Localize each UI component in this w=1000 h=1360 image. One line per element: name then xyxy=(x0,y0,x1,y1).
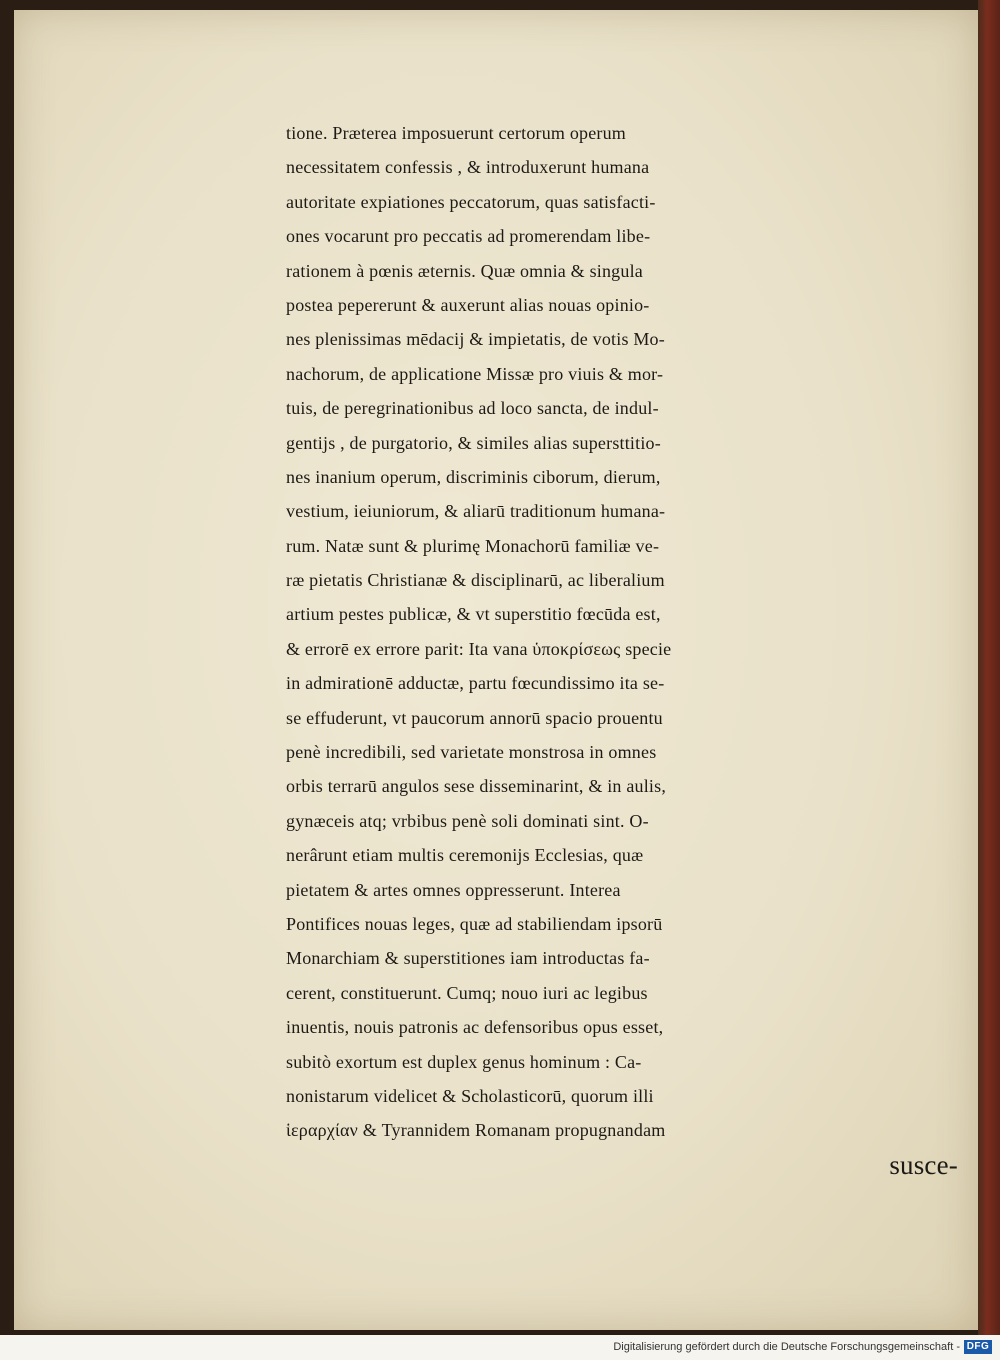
text-line: & errorē ex errore parit: Ita vana ὑποκρίσεως specie xyxy=(286,638,672,659)
text-line: artium pestes publicæ, & vt superstitio fœcūda est, xyxy=(286,604,661,625)
text-line: susce- xyxy=(889,1149,958,1180)
dfg-logo: DFG xyxy=(964,1340,992,1354)
text-line: rationem à pœnis æternis. Quæ omnia & singula xyxy=(286,260,643,281)
text-line: nerârunt etiam multis ceremonijs Ecclesias, quæ xyxy=(286,845,644,866)
text-line: inuentis, nouis patronis ac defensoribus opus esset, xyxy=(286,1017,664,1038)
text-line: nes inanium operum, discriminis ciborum, dierum, xyxy=(286,466,661,487)
text-line: necessitatem confessis , & introduxerunt humana xyxy=(286,157,650,178)
text-line: in admirationē adductæ, partu fœcundissimo ita se- xyxy=(286,673,665,694)
text-line: Pontifices nouas leges, quæ ad stabiliendam ipsorū xyxy=(286,913,663,934)
text-line: gynæceis atq; vrbibus penè soli dominati sint. O- xyxy=(286,810,649,831)
text-line: gentijs , de purgatorio, & similes alias supersttitio- xyxy=(286,432,661,453)
book-cover-edge xyxy=(978,0,1000,1335)
text-line: autoritate expiationes peccatorum, quas satisfacti- xyxy=(286,191,656,212)
text-line: pietatem & artes omnes oppresserunt. Interea xyxy=(286,879,621,900)
text-line: penè incredibili, sed varietate monstrosa in omnes xyxy=(286,742,657,763)
footer-bar xyxy=(0,1335,1000,1360)
text-line: vestium, ieiuniorum, & aliarū traditionum humana- xyxy=(286,501,666,522)
text-line: ræ pietatis Christianæ & disciplinarū, ac liberalium xyxy=(286,570,665,591)
text-line: nonistarum videlicet & Scholasticorū, quorum illi xyxy=(286,1085,654,1106)
text-line: orbis terrarū angulos sese disseminarint, & in aulis, xyxy=(286,776,667,797)
text-line: ones vocarunt pro peccatis ad promerendam libe- xyxy=(286,226,651,247)
text-line: nes plenissimas mēdacij & impietatis, de votis Mo- xyxy=(286,329,665,350)
text-line: subitò exortum est duplex genus hominum : Ca- xyxy=(286,1051,642,1072)
digitization-credit: Digitalisierung gefördert durch die Deutsche Forschungsgemeinschaft - xyxy=(613,1341,960,1353)
text-line: se effuderunt, vt paucorum annorū spacio prouentu xyxy=(286,707,663,728)
text-line: rum. Natæ sunt & plurimę Monachorū familiæ ve- xyxy=(286,535,660,556)
text-line: nachorum, de applicatione Missæ pro viuis & mor- xyxy=(286,363,664,384)
text-line: Monarchiam & superstitiones iam introductas fa- xyxy=(286,948,650,969)
text-line: tuis, de peregrinationibus ad loco sancta, de indul- xyxy=(286,398,659,419)
text-line: ἱεραρχίαν & Tyrannidem Romanam propugnandam xyxy=(286,1120,666,1141)
page-text xyxy=(286,116,966,1182)
text-line: cerent, constituerunt. Cumq; nouo iuri ac legibus xyxy=(286,982,648,1003)
text-line: postea pepererunt & auxerunt alias nouas opinio- xyxy=(286,294,650,315)
text-line: tione. Præterea imposuerunt certorum operum xyxy=(286,123,627,143)
